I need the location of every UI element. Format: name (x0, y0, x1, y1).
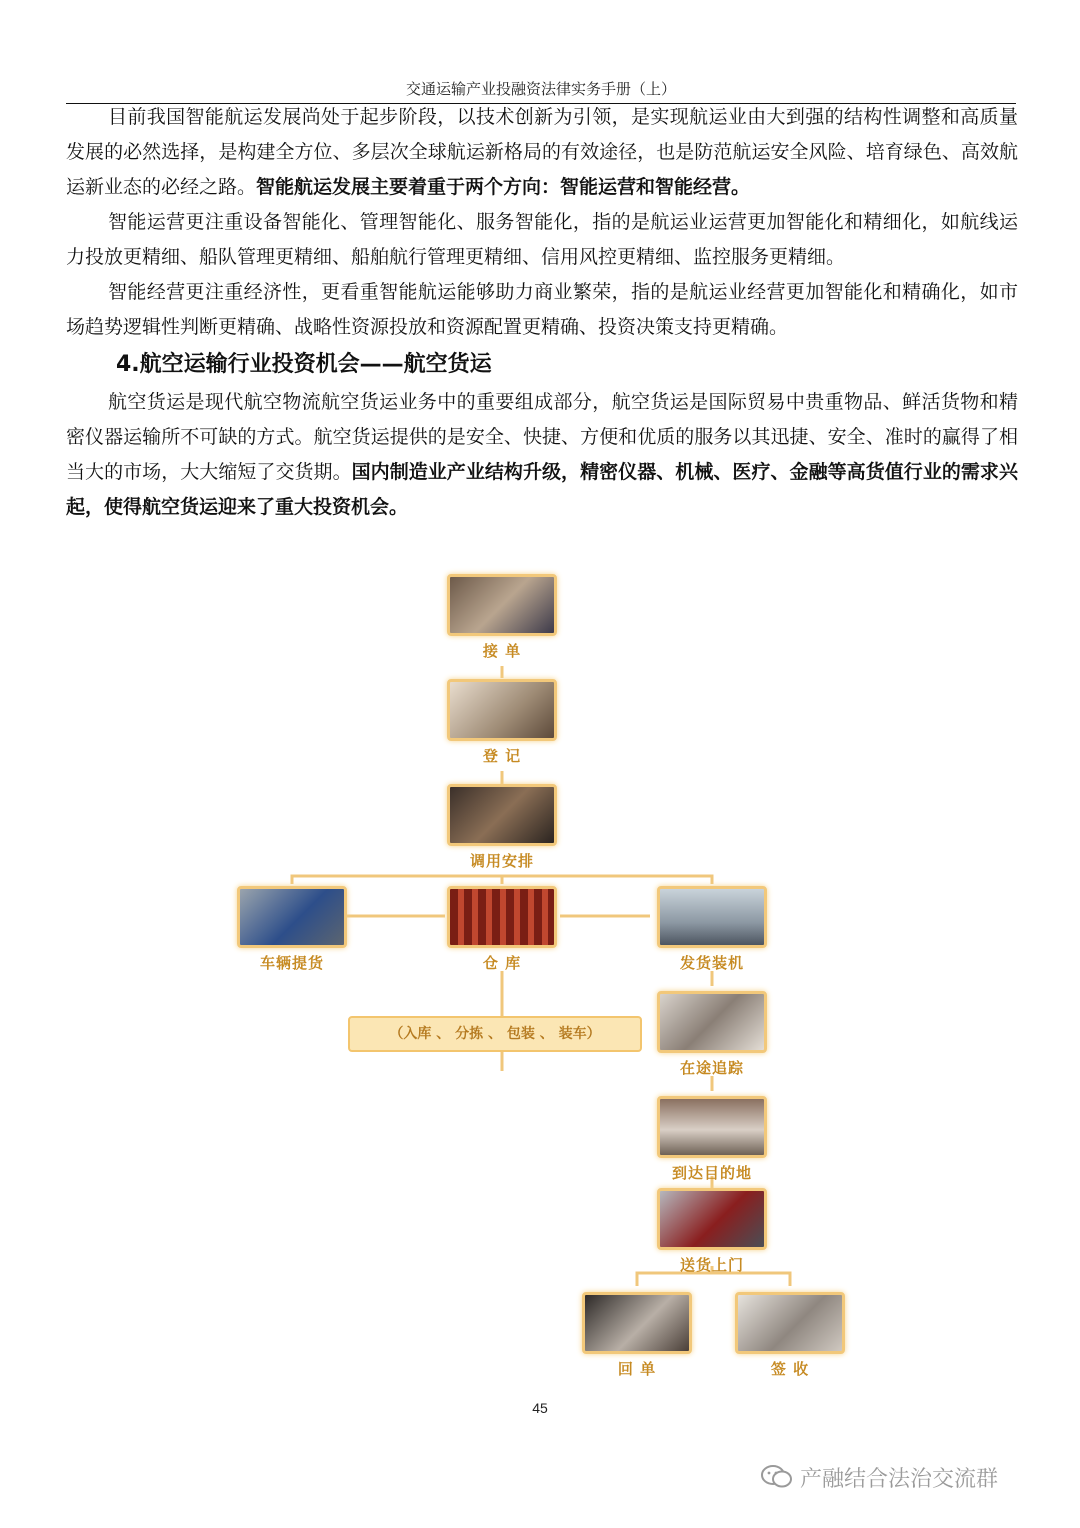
paragraph-smart-operation: 智能运营更注重设备智能化、管理智能化、服务智能化，指的是航运业运营更加智能化和精细化，如航线运力投放更精细、船队管理更精细、船舶航行管理更精细、信用风控更精细、监控服务更精细。 (66, 211, 1018, 268)
watermark-text: 产融结合法治交流群 (800, 1467, 999, 1492)
flow-node-label: 车辆提货 (259, 954, 324, 972)
flow-node-label: 送货上门 (679, 1256, 744, 1274)
paragraph-bold: 智能航运发展主要着重于两个方向：智能运营和智能经营。 (256, 176, 751, 198)
wechat-icon (760, 1463, 794, 1497)
flow-node-deliver (657, 1188, 767, 1275)
landing-plane-photo (657, 1096, 767, 1158)
flow-node-register (447, 679, 557, 766)
signing-photo (735, 1292, 845, 1354)
paragraph-bold: 国内制造业产业结构升级，精密仪器、机械、医疗、金融等高货值行业的需求兴起，使得航空货运迎来了重大投资机会。 (66, 461, 1018, 518)
flow-node-arrive (657, 1096, 767, 1183)
section-heading: 4.航空运输行业投资机会——航空货运 (116, 352, 492, 377)
flow-node-receive-order (447, 574, 557, 661)
flow-node-label: 回 单 (617, 1360, 657, 1378)
phone-photo (657, 991, 767, 1053)
main-content (66, 100, 1018, 525)
handshake-photo (582, 1292, 692, 1354)
paragraph-text: 目前我国智能航运发展尚处于起步阶段，以技术创新为引领，是实现航运业由大到强的结构性调整和高质量发展的必然选择，是构建全方位、多层次全球航运新格局的有效途径，也是防范航运安全风险、培育绿色、高效航运新业态的必经之路。 (66, 106, 1018, 198)
flow-node-label: 仓 库 (482, 954, 522, 972)
flow-node-vehicle-pickup (237, 886, 347, 973)
conference-photo (447, 784, 557, 846)
paragraph-smart-business: 智能经营更注重经济性，更看重智能航运能够助力商业繁荣，指的是航运业经营更加智能化和精确化，如市场趋势逻辑性判断更精确、战略性资源投放和资源配置更精确、投资决策支持更精确。 (66, 281, 1018, 338)
paragraph-air-cargo (66, 385, 1018, 525)
flow-node-label: 登 记 (482, 747, 522, 765)
flow-node-dispatch (447, 784, 557, 871)
flow-node-ship-load (657, 886, 767, 973)
flow-node-return-receipt (582, 1292, 692, 1379)
paragraph-smart-shipping (66, 100, 1018, 205)
flow-node-warehouse (447, 886, 557, 973)
meeting-photo (447, 574, 557, 636)
flow-node-label: 在途追踪 (679, 1059, 744, 1077)
flow-node-label: 调用安排 (469, 852, 534, 870)
paragraph-text: 航空货运是现代航空物流航空货运业务中的重要组成部分，航空货运是国际贸易中贵重物品、鲜活货物和精密仪器运输所不可缺的方式。航空货运提供的是安全、快捷、方便和优质的服务以其迅捷、安全、准时的赢得了相当大的市场，大大缩短了交货期。 (66, 391, 1018, 483)
flow-node-label: 发货装机 (679, 954, 744, 972)
page-number: 45 (532, 1400, 548, 1416)
airplane-photo (657, 886, 767, 948)
watermark (760, 1462, 1060, 1502)
flow-node-label: 接 单 (482, 642, 522, 660)
warehouse-photo (447, 886, 557, 948)
flow-node-label: 到达目的地 (671, 1164, 752, 1182)
page-header: 交通运输产业投融资法律实务手册（上） (66, 78, 1016, 104)
delivery-truck-photo (657, 1188, 767, 1250)
flow-node-sign (735, 1292, 845, 1379)
truck-photo (237, 886, 347, 948)
warehouse-process-box: （入库 、 分拣 、 包装 、 装车） (348, 1016, 642, 1052)
flow-node-label: 签 收 (770, 1360, 810, 1378)
air-cargo-flowchart (230, 566, 850, 1386)
office-photo (447, 679, 557, 741)
flow-node-in-transit (657, 991, 767, 1078)
